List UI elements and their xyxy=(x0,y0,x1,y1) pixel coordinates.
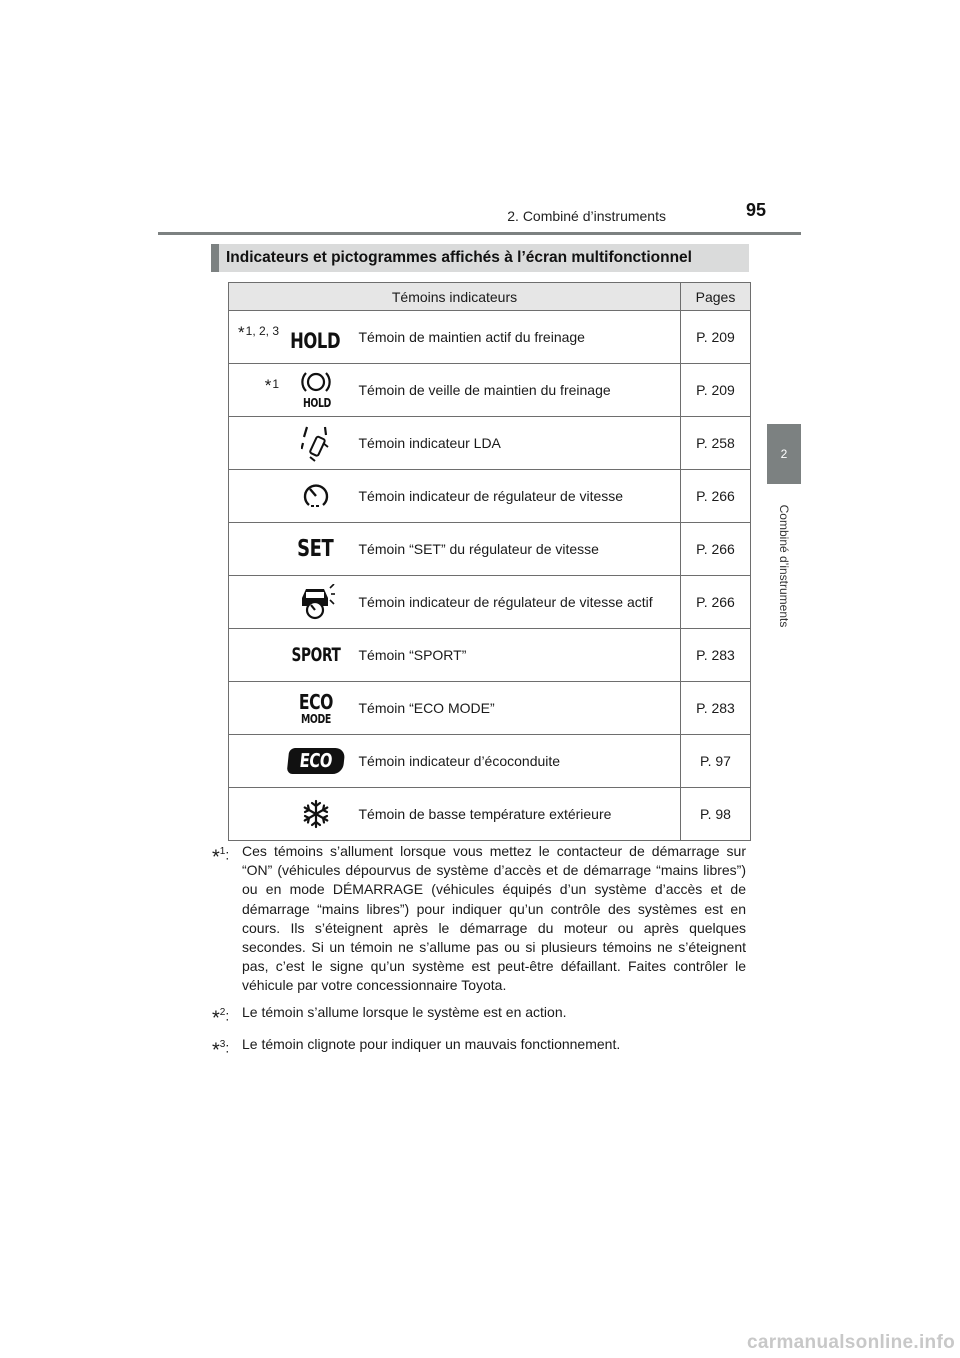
table-row xyxy=(229,629,751,682)
footnote-mark: *1 xyxy=(264,376,279,395)
footnote-mark-cell xyxy=(229,788,279,841)
footnote-text: Le témoin clignote pour indiquer un mauvais fonctionnement. xyxy=(242,1036,621,1053)
page-reference: P. 258 xyxy=(681,417,751,470)
footnotes xyxy=(212,842,746,1068)
indicator-icon-cell xyxy=(279,576,353,629)
table-row xyxy=(229,417,751,470)
chapter-tab-number: 2 xyxy=(780,447,788,461)
indicator-description: Témoin de maintien actif du freinage xyxy=(353,311,681,364)
page-reference: P. 266 xyxy=(681,470,751,523)
footnote-mark-cell xyxy=(229,629,279,682)
eco-driving-icon: ECO xyxy=(286,748,344,774)
table-row xyxy=(229,682,751,735)
footnote-marker: *$^3$: xyxy=(212,1039,230,1063)
footnote-mark-cell xyxy=(229,523,279,576)
indicator-description: Témoin “SET” du régulateur de vitesse xyxy=(353,523,681,576)
footnote-mark-cell xyxy=(229,417,279,470)
page-reference: P. 97 xyxy=(681,735,751,788)
indicator-description: Témoin indicateur de régulateur de vitesse actif xyxy=(353,576,681,629)
page-reference: P. 98 xyxy=(681,788,751,841)
footnote-marker: *$^1$: xyxy=(212,846,230,869)
table-row xyxy=(229,735,751,788)
footnote xyxy=(212,842,746,996)
page-reference: P. 266 xyxy=(681,576,751,629)
chapter-header: 2. Combiné d’instruments xyxy=(507,208,666,224)
footnote-text: Ces témoins s’allument lorsque vous mettez le contacteur de démarrage sur “ON” (véhicules dépourvus de système d’accès et de démarrage “mains libres”) ou en mode DÉMARRAGE (véhicules équipés d’un système d’accès et de démarrage “mains libres”) pour indiquer qu’un contrôle des systèmes est en cours. Ils s’éteignent après le démarrage du moteur ou après quelques secondes. Si un témoin ne s’allume pas ou si plusieurs témoins ne s’éteignent pas, c’est le signe qu’un système est peut-être défaillant. Faites contrôler le véhicule par votre concessionnaire Toyota. xyxy=(242,843,746,994)
header-divider xyxy=(158,232,801,235)
table-header-row xyxy=(229,283,751,311)
table-row xyxy=(229,364,751,417)
page-reference: P. 283 xyxy=(681,682,751,735)
indicator-description: Témoin indicateur d’écoconduite xyxy=(353,735,681,788)
footnote xyxy=(212,1003,746,1029)
footnote-mark-cell xyxy=(229,735,279,788)
indicator-description: Témoin indicateur de régulateur de vitesse xyxy=(353,470,681,523)
footnote-marker: *$^2$: xyxy=(212,1006,230,1030)
table-row xyxy=(229,311,751,364)
indicator-icon-cell xyxy=(279,417,353,470)
active-cruise-control-icon xyxy=(296,584,336,620)
indicator-icon-cell xyxy=(279,788,353,841)
footnote-mark-cell xyxy=(229,682,279,735)
table-row xyxy=(229,788,751,841)
sport-icon: SPORT xyxy=(291,644,340,666)
footnote-mark-cell xyxy=(229,576,279,629)
chapter-tab xyxy=(767,424,801,484)
snowflake-icon xyxy=(301,799,331,829)
hold-icon: HOLD xyxy=(290,329,341,353)
footnote-mark-cell xyxy=(229,364,279,417)
indicator-description: Témoin “SPORT” xyxy=(353,629,681,682)
indicator-description: Témoin de veille de maintien du freinage xyxy=(353,364,681,417)
page-reference: P. 209 xyxy=(681,364,751,417)
column-header-pages: Pages xyxy=(681,283,751,311)
section-title: Indicateurs et pictogrammes affichés à l’écran multifonctionnel xyxy=(211,244,749,272)
eco-mode-icon: ECO MODE xyxy=(298,689,333,726)
lda-icon xyxy=(301,423,331,463)
indicator-icon-cell xyxy=(279,682,353,735)
column-header-indicators: Témoins indicateurs xyxy=(229,283,681,311)
brake-hold-standby-icon: HOLD xyxy=(296,368,336,412)
indicators-table xyxy=(228,282,751,841)
table-row xyxy=(229,470,751,523)
cruise-control-icon xyxy=(301,481,331,511)
indicator-description: Témoin “ECO MODE” xyxy=(353,682,681,735)
indicator-description: Témoin de basse température extérieure xyxy=(353,788,681,841)
indicator-icon-cell xyxy=(279,523,353,576)
set-icon: SET xyxy=(297,536,334,562)
chapter-tab-label: Combiné d’instruments xyxy=(777,504,791,628)
footnote xyxy=(212,1035,746,1061)
indicator-icon-cell xyxy=(279,735,353,788)
footnote-mark-cell xyxy=(229,311,279,364)
indicator-description: Témoin indicateur LDA xyxy=(353,417,681,470)
indicator-icon-cell xyxy=(279,470,353,523)
indicator-icon-cell xyxy=(279,311,353,364)
footnote-mark: *1, 2, 3 xyxy=(238,323,279,342)
watermark: carmanualsonline.info xyxy=(747,1332,955,1353)
page-reference: P. 283 xyxy=(681,629,751,682)
footnote-text: Le témoin s’allume lorsque le système est en action. xyxy=(242,1003,567,1020)
table-row xyxy=(229,523,751,576)
footnote-mark-cell xyxy=(229,470,279,523)
indicator-icon-cell xyxy=(279,364,353,417)
table-row xyxy=(229,576,751,629)
page-number: 95 xyxy=(745,200,766,220)
page-reference: P. 209 xyxy=(681,311,751,364)
page-reference: P. 266 xyxy=(681,523,751,576)
indicator-icon-cell xyxy=(279,629,353,682)
